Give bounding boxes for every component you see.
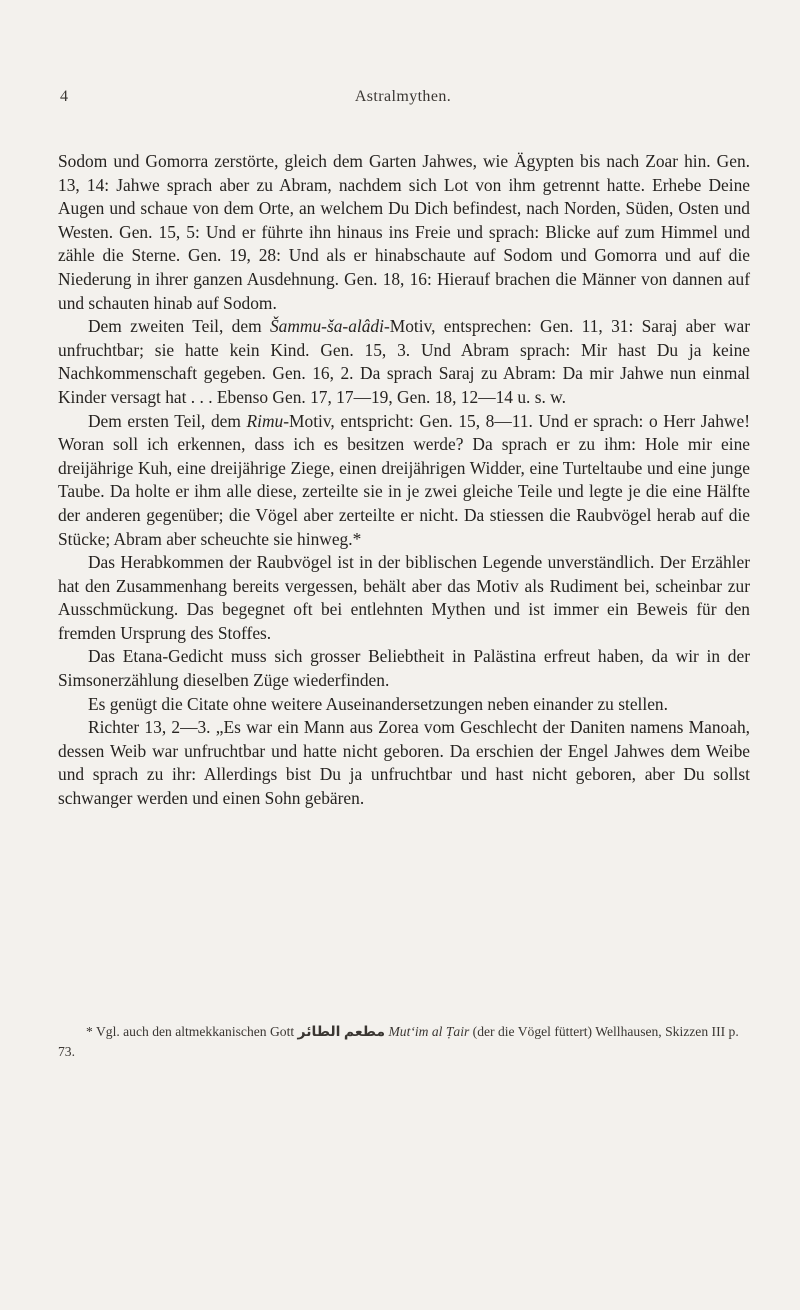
main-text (58, 150, 750, 811)
text-run: -Motiv, entspricht: Gen. 15, 8—11. Und er sprach: o Herr Jahwe! Woran soll ich erkennen, dass ich es besitzen werde? Da sprach er zu ihm: Hole mir eine dreijährige Kuh, eine dreijährige Ziege, einen dreijährigen Widder, eine Turteltaube und eine junge Taube. Da holte er ihm alle diese, zerteilte sie in je zwei gleiche Teile und legte je die eine Hälfte der anderen gegenüber; die Vögel aber zerteilte er nicht. Da stiessen die Raubvögel herab auf die Stücke; Abram aber scheuchte sie hinweg.* (58, 410, 750, 549)
footnote-arabic-2: مطعم (343, 1024, 386, 1040)
paragraph (58, 150, 750, 315)
italic-term: Rimu (246, 410, 284, 431)
footnote (58, 1022, 750, 1062)
text-run: Das Herabkommen der Raubvögel ist in der biblischen Legende unverständlich. Der Erzähler hat den Zusammenhang bereits vergessen, behält aber das Motiv als Rudiment bei, scheinbar zur Ausschmückung. Das begegnet oft bei entlehnten Mythen und ist immer ein Beweis für den fremden Ursprung des Stoffes. (58, 552, 750, 643)
text-run: Sodom und Gomorra zerstörte, gleich dem Garten Jahwes, wie Ägypten bis nach Zoar hin. Gen. 13, 14: Jahwe sprach aber zu Abram, nachdem sich Lot von ihm getrennt hatte. Erhebe Deine Augen und schaue von dem Orte, an welchem Du Dich befindest, nach Norden, Süden, Osten und Westen. Gen. 15, 5: Und er führte ihn hinaus ins Freie und sprach: Blicke auf zum Himmel und zähle die Sterne. Gen. 19, 28: Und als er hinabschaute auf Sodom und Gomorra und auf die Niederung in ihrer ganzen Ausdehnung. Gen. 18, 16: Hierauf brachen die Männer von dannen auf und schauten hinab auf Sodom. (58, 151, 750, 313)
footnote-transliteration: Mut‘im al Ṭair (388, 1024, 470, 1039)
text-run: Richter 13, 2—3. „Es war ein Mann aus Zorea vom Geschlecht der Daniten namens Manoah, dessen Weib war unfruchtbar und hatte nicht geboren. Da erschien der Engel Jahwes dem Weibe und sprach zu ihr: Allerdings bist Du ja unfruchtbar und hast nicht geboren, aber Du sollst schwanger werden und einen Sohn gebären. (58, 717, 750, 809)
footnote-tail: (der die Vögel füttert) Wellhausen, Skizzen III p. 73. (58, 1024, 739, 1059)
page-header (58, 84, 748, 114)
paragraph (58, 645, 750, 692)
italic-term: Šammu-ša-alâdi (269, 316, 384, 337)
text-run: Es genügt die Citate ohne weitere Auseinandersetzungen neben einander zu stellen. (88, 693, 668, 714)
paragraph (58, 693, 750, 717)
footnote-text (58, 1022, 750, 1062)
text-run: Dem ersten Teil, dem (88, 410, 247, 431)
footnote-arabic-1: الطائر (297, 1024, 341, 1040)
footnote-lead: * Vgl. auch den altmekkanischen Gott (86, 1024, 298, 1039)
page-number: 4 (60, 88, 68, 105)
paragraph (58, 716, 750, 810)
text-run: Das Etana-Gedicht muss sich grosser Beliebtheit in Palästina erfreut haben, da wir in der Simsonerzählung dieselben Züge wiederfinden. (58, 646, 750, 691)
paragraph (58, 315, 750, 409)
text-run: Dem zweiten Teil, dem (88, 316, 270, 337)
paragraph (58, 551, 750, 645)
paragraph (58, 410, 750, 552)
text-run: -Motiv, entsprechen: Gen. 11, 31: Saraj aber war unfruchtbar; sie hatte kein Kind. Gen. 15, 3. Und Abram sprach: Mir hast Du ja keine Nachkommenschaft gegeben. Gen. 16, 2. Da sprach Saraj zu Abram: Da mir Jahwe nun einmal Kinder versagt hat . . . Ebenso Gen. 17, 17—19, Gen. 18, 12—14 u. s. w. (58, 316, 750, 407)
running-head: Astralmythen. (354, 88, 452, 105)
